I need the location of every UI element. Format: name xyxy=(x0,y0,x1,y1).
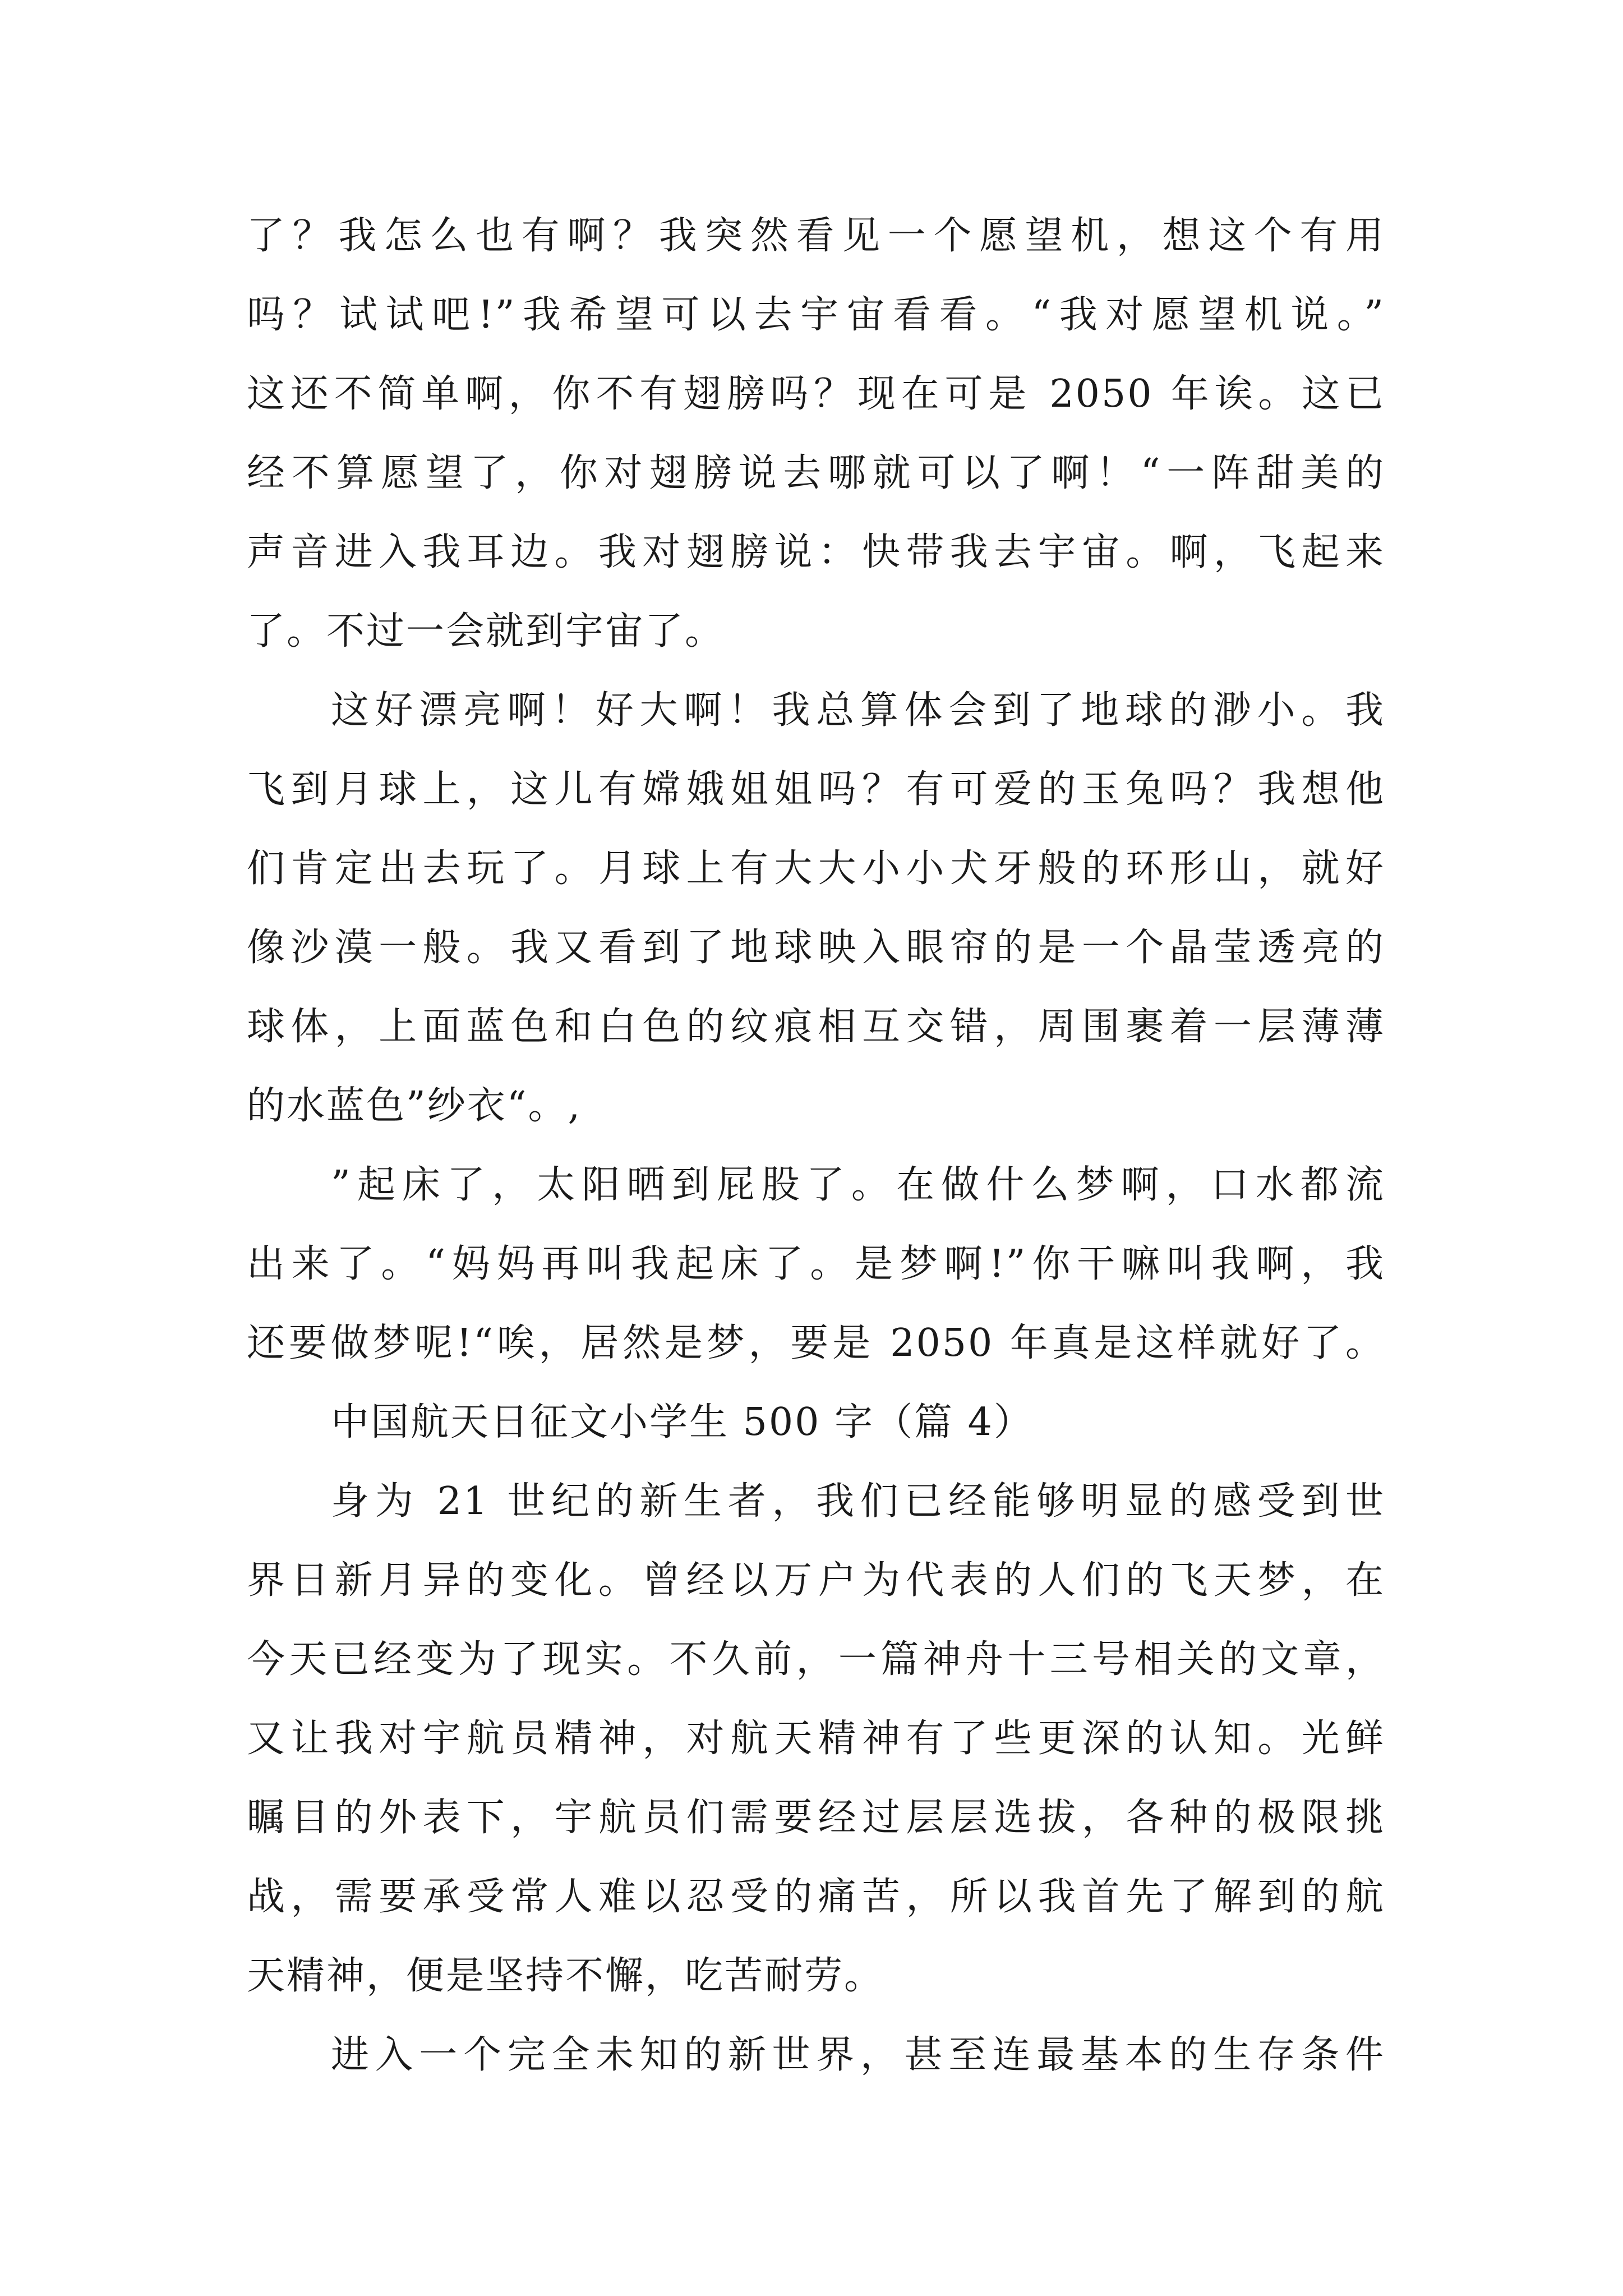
text-line: 这好漂亮啊！好大啊！我总算体会到了地球的渺小。我 xyxy=(331,688,1385,733)
text-line: 飞到月球上，这儿有嫦娥姐姐吗？有可爱的玉兔吗？我想他 xyxy=(247,767,1385,812)
text-line: 了？我怎么也有啊？我突然看见一个愿望机，想这个有用 xyxy=(247,214,1385,258)
text-line: 瞩目的外表下，宇航员们需要经过层层选拔，各种的极限挑 xyxy=(247,1796,1385,1840)
text-line: 了。不过一会就到宇宙了。 xyxy=(247,609,725,654)
document-body xyxy=(247,196,1385,2095)
text-line: 身为 21 世纪的新生者，我们已经能够明显的感受到世 xyxy=(331,1479,1385,1524)
text-line: 天精神，便是坚持不懈，吃苦耐劳。 xyxy=(247,1954,884,1998)
text-line: 今天已经变为了现实。不久前，一篇神舟十三号相关的文章， xyxy=(247,1637,1385,1682)
text-line: 界日新月异的变化。曾经以万户为代表的人们的飞天梦，在 xyxy=(247,1558,1385,1603)
text-line: 像沙漠一般。我又看到了地球映入眼帘的是一个晶莹透亮的 xyxy=(247,926,1385,970)
text-line: 又让我对宇航员精神，对航天精神有了些更深的认知。光鲜 xyxy=(247,1717,1385,1761)
text-line: 还要做梦呢!“唉，居然是梦，要是 2050 年真是这样就好了。 xyxy=(247,1321,1385,1365)
text-line: 进入一个完全未知的新世界，甚至连最基本的生存条件 xyxy=(331,2033,1385,2077)
section-heading: 中国航天日征文小学生 500 字（篇 4） xyxy=(331,1400,1034,1444)
text-line: ”起床了，太阳晒到屁股了。在做什么梦啊，口水都流 xyxy=(331,1163,1385,1207)
text-line: 吗？试试吧!”我希望可以去宇宙看看。“我对愿望机说。” xyxy=(247,293,1385,337)
text-line: 经不算愿望了，你对翅膀说去哪就可以了啊！“一阵甜美的 xyxy=(247,451,1385,495)
text-line: 这还不简单啊，你不有翅膀吗？现在可是 2050 年诶。这已 xyxy=(247,372,1385,416)
text-line: 们肯定出去玩了。月球上有大大小小犬牙般的环形山，就好 xyxy=(247,846,1385,891)
text-line: 球体，上面蓝色和白色的纹痕相互交错，周围裹着一层薄薄 xyxy=(247,1005,1385,1049)
text-line: 出来了。“妈妈再叫我起床了。是梦啊!”你干嘛叫我啊，我 xyxy=(247,1242,1385,1286)
text-line: 声音进入我耳边。我对翅膀说：快带我去宇宙。啊，飞起来 xyxy=(247,530,1385,574)
text-line: 战，需要承受常人难以忍受的痛苦，所以我首先了解到的航 xyxy=(247,1875,1385,1919)
text-line: 的水蓝色”纱衣“。, xyxy=(247,1084,582,1128)
